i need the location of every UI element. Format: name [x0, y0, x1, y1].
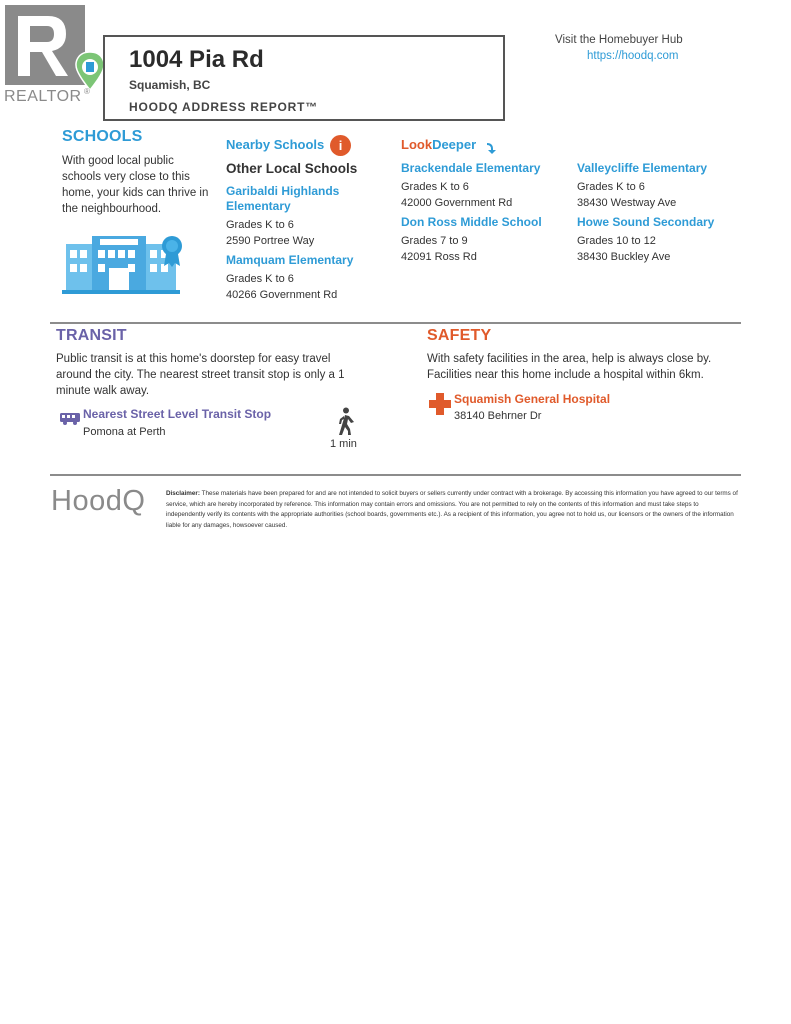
realtor-logo: [4, 4, 104, 108]
registered-mark: ®: [84, 87, 90, 96]
school-grades: Grades K to 6: [226, 219, 294, 231]
arrow-down-icon: [484, 141, 498, 155]
local-school-2: [226, 253, 376, 303]
school-name[interactable]: Don Ross Middle School: [401, 215, 542, 229]
school-grades: Grades K to 6: [226, 273, 294, 285]
transit-title: TRANSIT: [56, 327, 127, 344]
deeper-school-2: [577, 161, 747, 211]
report-title: HOODQ ADDRESS REPORT™: [129, 100, 319, 114]
school-address: 42091 Ross Rd: [401, 251, 477, 263]
transit-stop-label[interactable]: Nearest Street Level Transit Stop: [83, 407, 272, 421]
schools-title: SCHOOLS: [62, 128, 143, 145]
school-address: 38430 Buckley Ave: [577, 251, 671, 263]
disclaimer: [166, 489, 738, 531]
school-grades: Grades 7 to 9: [401, 235, 468, 247]
look-text: Look: [401, 137, 433, 152]
look-deeper-label: [401, 137, 476, 152]
school-name[interactable]: Mamquam Elementary: [226, 253, 354, 267]
info-icon-glyph: i: [338, 138, 343, 153]
realtor-r-icon: [4, 4, 104, 94]
hospital-cross-icon: [429, 393, 451, 415]
divider-footer: [50, 474, 741, 476]
other-local-schools-label: Other Local Schools: [226, 161, 358, 176]
walk-time: 1 min: [330, 438, 357, 450]
school-name[interactable]: Valleycliffe Elementary: [577, 161, 708, 175]
school-building-icon: [62, 234, 186, 296]
transit-stop-name: Pomona at Perth: [83, 426, 166, 438]
walking-person-icon: [334, 407, 356, 437]
deeper-school-1: [401, 161, 571, 211]
disclaimer-label: Disclaimer:: [166, 490, 200, 497]
local-school-1: [226, 184, 376, 249]
deeper-school-3: [401, 215, 571, 265]
school-address: 42000 Government Rd: [401, 197, 513, 209]
hub-link[interactable]: https://hoodq.com: [587, 50, 679, 62]
school-grades: Grades K to 6: [577, 181, 645, 193]
hub-text: Visit the Homebuyer Hub: [555, 34, 683, 46]
realtor-wordmark: REALTOR: [4, 88, 82, 105]
info-icon[interactable]: [330, 135, 351, 156]
transit-description: Public transit is at this home's doorstep for easy travel around the city. The nearest street transit stop is only a 1 minute walk away.: [56, 353, 345, 397]
school-name[interactable]: Brackendale Elementary: [401, 161, 541, 175]
address-title: 1004 Pia Rd: [129, 46, 264, 73]
divider-schools: [50, 322, 741, 324]
hospital-name[interactable]: Squamish General Hospital: [454, 392, 611, 406]
safety-title: SAFETY: [427, 327, 492, 344]
school-grades: Grades 10 to 12: [577, 235, 656, 247]
school-name[interactable]: Garibaldi Highlands Elementary: [226, 184, 340, 213]
hoodq-logo: HoodQ: [51, 485, 146, 517]
deeper-school-4: [577, 215, 747, 265]
address-city: Squamish, BC: [129, 78, 211, 92]
school-address: 38430 Westway Ave: [577, 197, 677, 209]
schools-description: With good local public schools very close to this home, your kids can thrive in the neighbourhood.: [62, 155, 209, 215]
nearby-schools-label: Nearby Schools: [226, 137, 325, 152]
disclaimer-text: These materials have been prepared for and are not intended to solicit buyers or sellers currently under contract with a brokerage. By accessing this information you have agreed to our terms of service, which are hereby incorporated by reference. This information may contain errors and omissions. You are not permitted to rely on the contents of this information and must take steps to independently verify its contents with the appropriate authorities (school boards, governments etc.). As a recipient of this information, you agree not to hold us, our licensors or the owners of the information liable for any damages, howsoever caused.: [166, 490, 738, 529]
school-address: 2590 Portree Way: [226, 235, 315, 247]
school-grades: Grades K to 6: [401, 181, 469, 193]
bus-icon: [60, 413, 80, 425]
school-address: 40266 Government Rd: [226, 289, 338, 301]
deeper-text: Deeper: [432, 137, 477, 152]
safety-description: With safety facilities in the area, help is always close by. Facilities near this home include a hospital within 6km.: [427, 353, 712, 381]
school-name[interactable]: Howe Sound Secondary: [577, 215, 715, 229]
hospital-address: 38140 Behrner Dr: [454, 410, 542, 422]
